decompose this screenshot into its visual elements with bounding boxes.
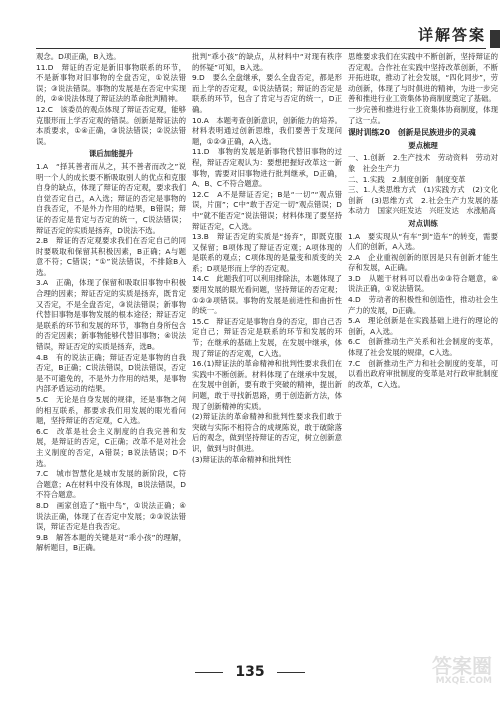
paragraph: 9.D 要么全盘继承，要么全盘否定，都是形而上学的否定观，①说法错误；辩证的否定是联系的环节，包含了肯定与否定的统一，D正确。 (192, 73, 342, 114)
paragraph: 2.A 企业重视创新的原因是只有创新才能生存和发展，A正确。 (348, 252, 498, 273)
sub-heading: 对点训练 (408, 218, 438, 228)
paragraph: 观念。D项正确，B入选。 (36, 52, 121, 61)
paragraph: 二、1.实践 2.制度创新 制度变革 (348, 174, 466, 184)
paragraph: 3.D 从题干材料可以看出②③符合题意，④说法正确，①说法错误。 (348, 273, 498, 294)
header-title: 详解答案 (417, 26, 486, 44)
paragraph: 14.C 此题我们可以利用排除法，本题体现了要用发展的眼光看问题，坚持辩证的否定观；①②③项错误。事物的发展是前进性和曲折性的统一。 (192, 274, 342, 316)
paragraph: 11.D 辩证的否定是新旧事物联系的环节，不是新事物对旧事物的全盘否定，①说法错误；③说法错误。事物的发展是在否定中实现的，②④说法体现了辩证法的革命批判精神。 (36, 62, 186, 104)
site-watermark (408, 656, 492, 694)
paragraph: 5.A 理论创新是在实践基础上进行的理论的创新，A入选。 (348, 316, 498, 336)
paragraph: 15.C 辩证否定是事物自身的否定，即自己否定自己；辩证否定是联系的环节和发展的环节；在继承的基础上发展，在发展中继承，体现了辩证的否定观，C入选。 (192, 316, 342, 358)
paragraph: 11.D 事物的发展是新事物代替旧事物的过程，辩证否定观认为：要想把握好改革这一新事物，需要对旧事物进行批判继承，D正确，A、B、C不符合题意。 (192, 147, 342, 189)
paragraph: 批判“乖小孩”的缺点，从材料中“对现有秩序的怀疑”可知，B入选。 (192, 52, 342, 72)
paragraph: 三、1.人类思维方式 (1)实践方式 (2)文化创新 (3)思维方式 2.社会生产力发展的基本动力 国家兴旺发达 兴旺发达 水涨船高 (348, 185, 498, 216)
paragraph: 12.C 该委员的观点体现了辩证否定观，能够克服形而上学否定观的错误。创新是辩证法的本质要求，①④正确，③说法错误；②说法错误。 (36, 104, 186, 146)
column-left (36, 52, 186, 554)
paragraph: 8.D 画家创造了“瓶中鸟”，①说法正确；④说法正确，体现了在否定中发展；②③说法错误，辩证否定是自我否定。 (36, 500, 186, 532)
paragraph: (3)辩证法的革命精神和批判性 (192, 454, 292, 464)
paragraph: 一、1.创新 2.生产技术 劳动资料 劳动对象 社会生产力 (348, 153, 498, 173)
page-tab (490, 30, 500, 48)
paragraph: 9.B 解答本题的关键是对“乖小孩”的理解，解析题目，B正确。 (36, 532, 186, 553)
paragraph: (2)辩证法的革命精神和批判性要求我们敢于突破与实际不相符合的成规陈说，敢于破除落后的观念，做到坚持辩证的否定，树立创新意识，做到与时俱进。 (192, 412, 342, 453)
column-middle (192, 52, 342, 465)
paragraph: 1.A “择其善者而从之，其不善者而改之”说明一个人的成长要不断吸取别人的优点和克服自身的缺点，体现了辩证的否定观，要求我们自觉否定自己，A入选；辩证的否定是事物的自我否定，不是外力作用的结果，B错误；辩证的否定是肯定与否定的统一，C说法错误；辩证否定的实质是扬弃，D说法不选。 (36, 161, 186, 235)
sub-heading: 要点梳理 (408, 140, 438, 150)
paragraph: 4.D 劳动者的积极性和创造性，推动社会生产力的发展，D正确。 (348, 295, 498, 315)
paragraph: 6.C 创新推动生产关系和社会制度的变革，体现了社会发展的规律，C入选。 (348, 337, 498, 358)
paragraph: 一步完善和推进行业工资集体协商制度，体现了这一点。 (348, 104, 498, 125)
paragraph: 7.C 创新推动生产力和社会制度的变革，可以看出政府审批制度的变革是对行政审批制度的改革，C入选。 (348, 358, 498, 389)
watermark-text: 答案圈 (432, 654, 492, 678)
paragraph: 10.A 本题考查创新意识，创新能力的培养。材料表明通过创新思维，我们要善于发现问题，①②③正确，A入选。 (192, 115, 342, 146)
watermark-subtext: MXQE.COM (435, 676, 492, 686)
paragraph: 13.B 辩证否定的实质是“扬弃”，即既克服又保留；B项体现了辩证否定观；A项体现的是联系的观点；C项体现的是量变和质变的关系；D项是形而上学的否定观。 (192, 232, 342, 273)
sub-heading: 课后加能提升 (88, 149, 134, 159)
paragraph: 4.B 有的说法正确；辩证否定是事物的自我否定，B正确；C说法错误，D说法错误，否定是不可避免的，不是外力作用的结果，是事物内部矛盾运动的结果。 (36, 352, 186, 394)
paragraph: 2.B 辩证的否定观要求我们在否定自己的同时要吸取和保留其积极因素，B正确；A与题意不符；C错误；“①”说法错误，不排除B入选。 (36, 236, 186, 277)
paragraph: 12.C A不是辩证否定；B是“一切”“观点错误，片面”；C中“敢于否定一切”观点错误；D中“就不能否定”说法错误；材料体现了要坚持辩证否定，C入选。 (192, 189, 342, 231)
paragraph: 思维要求我们在实践中不断创新，坚持辩证的否定观。合作社在实践中坚持改革创新，不断开拓进取，推动了社会发展，“四化同步”，劳动创新，体现了与时俱进的精神，为进一步完善和推进行业工资集体协商制度奠定了基础。 (348, 52, 498, 104)
header-rule (36, 48, 486, 49)
paragraph: 7.C 城市智慧化是城市发展的新阶段，C符合题意；A在材料中没有体现，B说法错误，D不符合题意。 (36, 469, 186, 500)
paragraph: 3.A 正确，体现了保留和吸取旧事物中积极合理的因素；辩证否定的实质是扬弃，既肯定又否定，不是全盘否定，③说法错误；新事物代替旧事物是事物发展的根本途径；辩证否定是联系的环节和发展的环节，事物自身所包含的否定因素；新事物能够代替旧事物；④说法错误，辩证否定的实质是扬弃，选B。 (36, 278, 186, 352)
column-right (348, 52, 498, 390)
lesson-heading: 课时训练20 创新是民族进步的灵魂 (348, 128, 476, 138)
paragraph: 5.C 无论是自身发展的规律，还是事物之间的相互联系，都要求我们用发展的眼光看问题，坚持辩证的否定观，C入选。 (36, 395, 186, 426)
paragraph: 1.A 要实现从“有车”到“造车”的转变，需要人们的创新，A入选。 (348, 231, 498, 252)
paragraph: 6.C 改革是社会主义制度的自我完善和发展，是辩证的否定，C正确；改革不是对社会主义制度的否定，A错误；B说法错误；D不选。 (36, 426, 186, 468)
paragraph: 16.(1)辩证法的革命精神和批判性要求我们在实践中不断创新。材料体现了在继承中发展，在发展中创新，要有敢于突破的精神，提出新问题，敢于寻找新思路，勇于创造新方法，体现了创新精神的实质。 (192, 359, 342, 411)
page-number-text: 135 (235, 664, 265, 680)
